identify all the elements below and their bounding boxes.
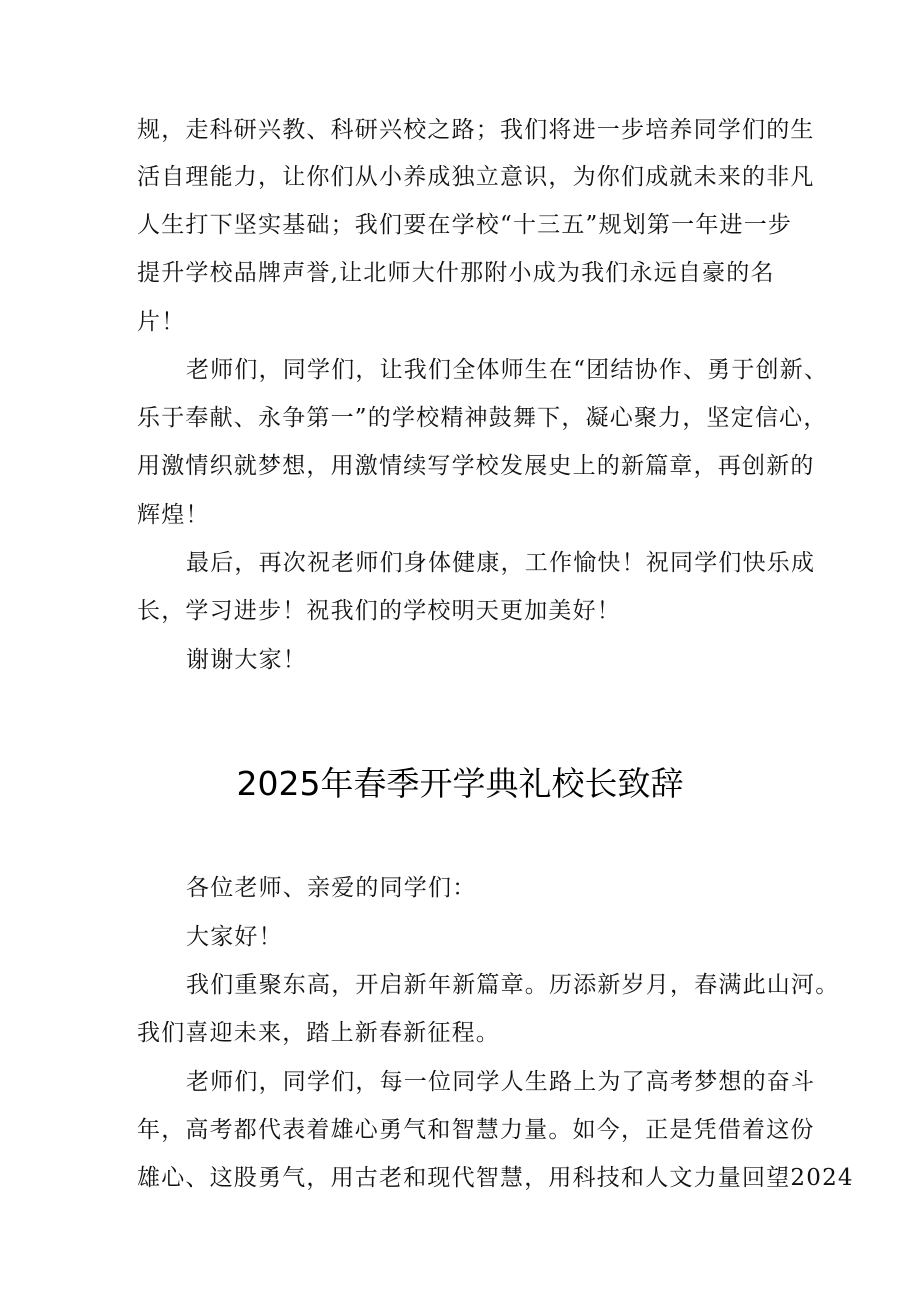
paragraph-first-line: 我们重聚东高，开启新年新篇章。历添新岁月，春满此山河。 bbox=[186, 972, 840, 998]
body-line: 我们喜迎未来，踏上新春新征程。 bbox=[137, 1020, 500, 1046]
body-line: 辉煌！ bbox=[137, 502, 210, 528]
speech-title: 2025年春季开学典礼校长致辞 bbox=[236, 764, 684, 803]
body-line: 用激情织就梦想，用激情续写学校发展史上的新篇章，再创新的 bbox=[137, 453, 815, 479]
body-line: 雄心、这股勇气，用古老和现代智慧，用科技和人文力量回望2024 bbox=[137, 1165, 854, 1191]
body-line: 规，走科研兴教、科研兴校之路；我们将进一步培养同学们的生 bbox=[137, 117, 815, 143]
body-line: 人生打下坚实基础；我们要在学校“十三五”规划第一年进一步 bbox=[137, 212, 793, 238]
body-line: 活自理能力，让你们从小养成独立意识，为你们成就未来的非凡 bbox=[137, 164, 815, 190]
body-line: 提升学校品牌声誉,让北师大什那附小成为我们永远自豪的名 bbox=[137, 260, 775, 286]
body-line: 片！ bbox=[137, 309, 186, 335]
salutation: 各位老师、亲爱的同学们： bbox=[186, 875, 477, 901]
paragraph-first-line: 谢谢大家！ bbox=[186, 647, 307, 673]
body-line: 长，学习进步！祝我们的学校明天更加美好！ bbox=[137, 598, 621, 624]
greeting: 大家好！ bbox=[186, 924, 283, 950]
paragraph-first-line: 老师们，同学们，让我们全体师生在“团结协作、勇于创新、 bbox=[186, 357, 829, 383]
paragraph-first-line: 最后，再次祝老师们身体健康，工作愉快！祝同学们快乐成 bbox=[186, 550, 816, 576]
body-line: 乐于奉献、永争第一”的学校精神鼓舞下，凝心聚力，坚定信心， bbox=[137, 405, 828, 431]
paragraph-first-line: 老师们，同学们，每一位同学人生路上为了高考梦想的奋斗 bbox=[186, 1069, 816, 1095]
body-line: 年，高考都代表着雄心勇气和智慧力量。如今，正是凭借着这份 bbox=[137, 1117, 815, 1143]
